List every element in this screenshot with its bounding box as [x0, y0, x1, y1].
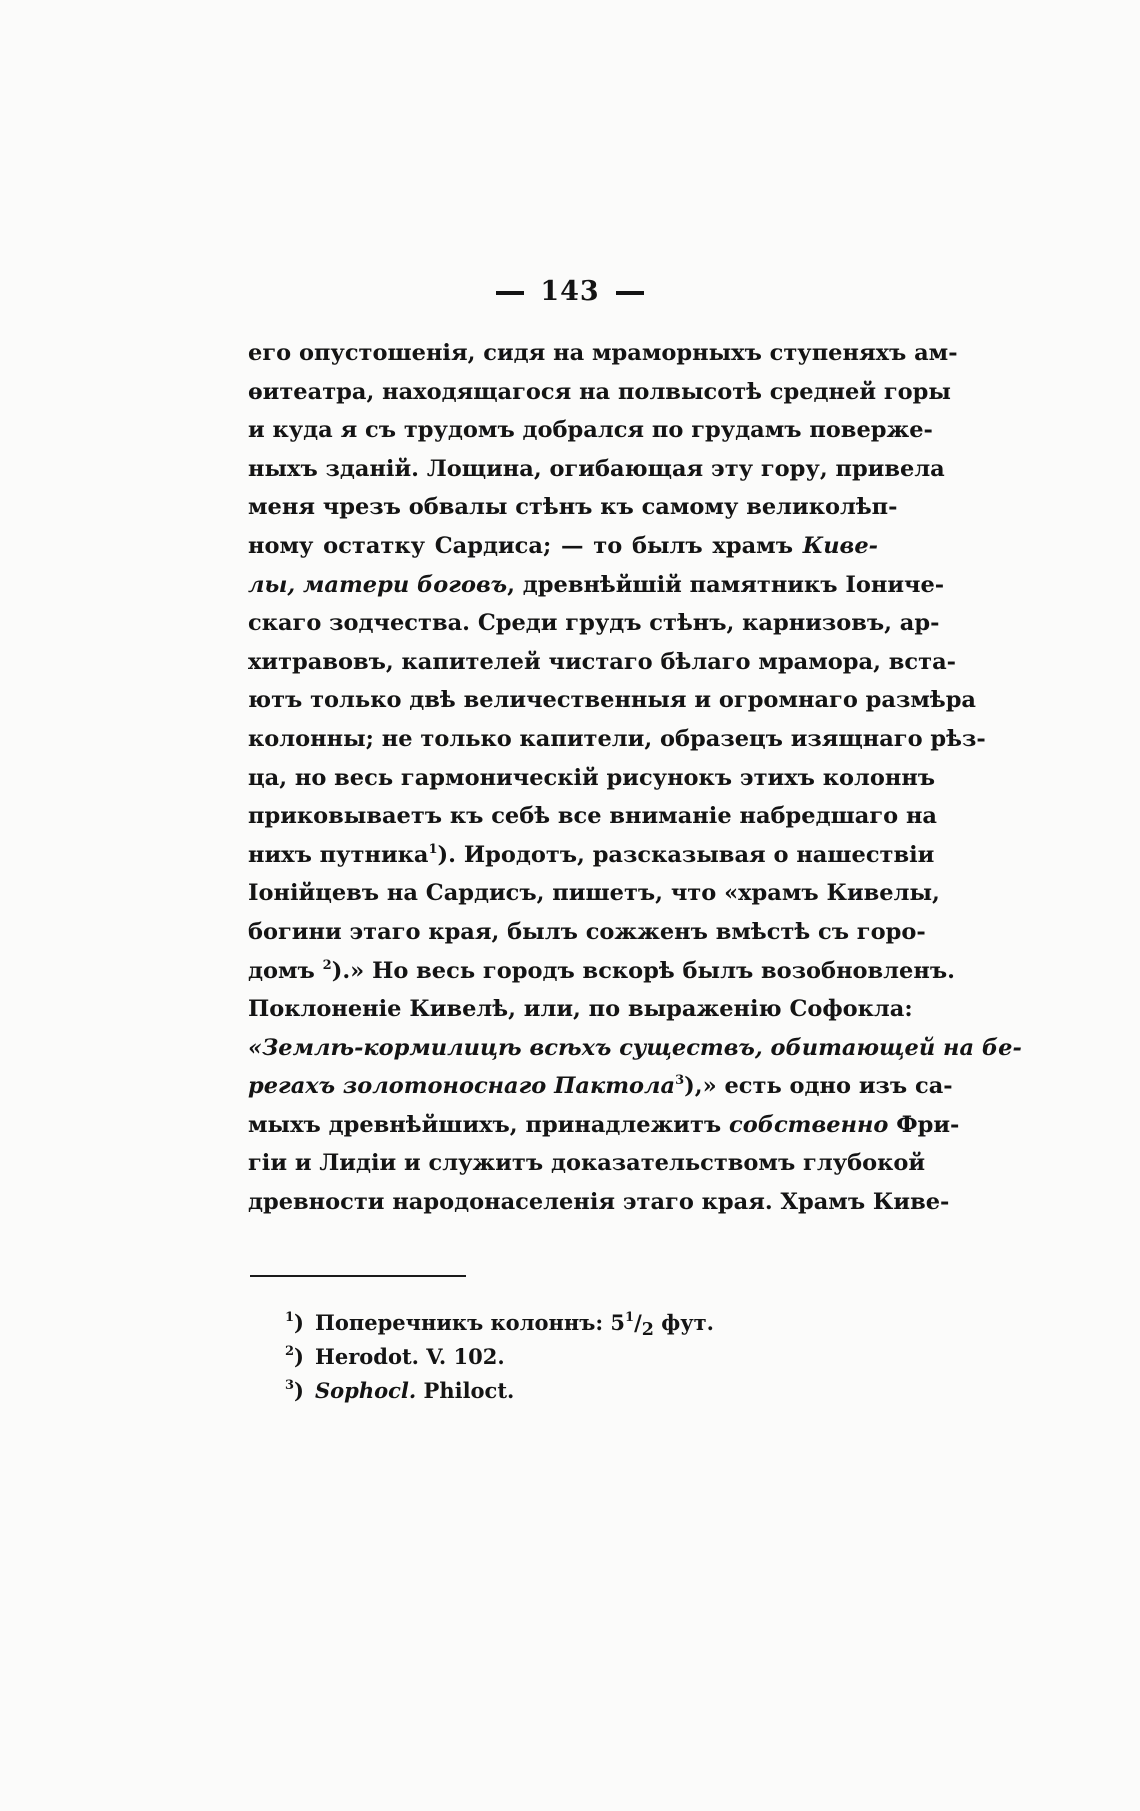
text-run: мыхъ древнѣйшихъ, принадлежитъ: [248, 1111, 730, 1138]
text-run: домъ: [248, 957, 323, 984]
text-run: ). Иродотъ, разсказывая о нашествіи: [437, 841, 935, 868]
italic-run: регахъ золотоноснаго Пактола: [248, 1073, 676, 1100]
text-line: [248, 334, 958, 373]
footnote: [285, 1306, 714, 1340]
text-run: Поклоненіе Кивелѣ, или, по выраженію Софокла:: [248, 996, 913, 1023]
text-run: , древнѣйшій памятникъ Іониче-: [507, 571, 945, 598]
text-line: [248, 450, 945, 489]
text-line: [248, 411, 933, 450]
page-number: 143: [540, 276, 600, 307]
text-line: [248, 990, 913, 1029]
text-line: [248, 874, 940, 913]
italic-run: Киве-: [802, 532, 878, 559]
header-dash-left: [496, 291, 524, 295]
text-line: [248, 1029, 1022, 1068]
text-line: [248, 1183, 950, 1222]
text-run: колонны; не только капители, образецъ изящнаго рѣз-: [248, 725, 986, 752]
body-text: [248, 334, 1022, 1222]
text-run: его опустошенія, сидя на мраморныхъ ступеняхъ ам-: [248, 340, 958, 366]
text-run: Herodot. V. 102.: [315, 1344, 505, 1369]
text-line: [248, 797, 938, 836]
text-line: [248, 566, 945, 605]
text-run: Поперечникъ колоннъ: 5: [315, 1310, 626, 1335]
footnote-mark: $^2$): [285, 1344, 304, 1369]
italic-run: собственно: [729, 1111, 889, 1138]
footnote-reference: 3: [675, 1073, 685, 1089]
footnote: [285, 1340, 714, 1374]
text-line: [248, 836, 935, 875]
footnote-number: 1: [285, 1310, 295, 1325]
text-line: [248, 1106, 960, 1145]
footnote-reference: 1: [625, 1310, 635, 1325]
text-run: фут.: [653, 1310, 714, 1335]
footnote-reference: 2: [322, 957, 332, 973]
footnote-number: 3: [285, 1378, 295, 1393]
subscript-run: 2: [641, 1320, 654, 1341]
text-run: Philoct.: [416, 1378, 515, 1403]
text-run: приковываетъ къ себѣ все вниманіе набредшаго на: [248, 803, 938, 830]
footnote-reference: 1: [428, 841, 438, 857]
text-run: нихъ путника: [248, 841, 429, 868]
text-run: и куда я съ трудомъ добрался по грудамъ поверже-: [248, 417, 933, 444]
italic-run: «Землѣ-кормилицѣ всѣхъ существъ, обитающей на бе-: [248, 1034, 1022, 1061]
footnotes: [285, 1306, 714, 1408]
text-run: меня чрезъ обвалы стѣнъ къ самому великолѣп-: [248, 494, 898, 521]
text-run: древности народонаселенія этаго края. Храмъ Киве-: [248, 1189, 950, 1216]
text-run: богини этаго края, былъ сожженъ вмѣстѣ съ горо-: [248, 918, 926, 945]
text-run: ),» есть одно изъ са-: [684, 1073, 953, 1100]
text-line: [248, 373, 951, 412]
text-line: [248, 604, 940, 643]
text-line: [248, 488, 898, 527]
text-line: [248, 1144, 926, 1183]
text-line: [248, 759, 936, 798]
text-run: /: [634, 1310, 642, 1335]
italic-run: Sophocl.: [315, 1378, 417, 1403]
text-run: ца, но весь гармоническій рисунокъ этихъ колоннъ: [248, 764, 936, 791]
footnote-mark: $^1$): [285, 1310, 304, 1335]
text-line: [248, 527, 878, 566]
text-run: хитравовъ, капителей чистаго бѣлаго мрамора, вста-: [248, 648, 956, 675]
header-dash-right: [616, 291, 644, 295]
italic-run: лы, матери боговъ: [248, 571, 508, 598]
page-header: [0, 276, 1140, 307]
text-run: ныхъ зданій. Лощина, огибающая эту гору, привела: [248, 455, 945, 482]
text-run: скаго зодчества. Среди грудъ стѣнъ, карнизовъ, ар-: [248, 610, 940, 637]
text-line: [248, 720, 986, 759]
text-run: ютъ только двѣ величественныя и огромнаго размѣра: [248, 687, 977, 714]
text-run: ному остатку Сардиса; — то былъ храмъ: [248, 532, 803, 559]
footnote-number: 2: [285, 1344, 295, 1359]
footnote: [285, 1374, 714, 1408]
text-run: Іонійцевъ на Сардисъ, пишетъ, что «храмъ Кивелы,: [248, 880, 940, 907]
footnote-rule: [250, 1275, 466, 1277]
text-line: [248, 681, 977, 720]
text-line: [248, 913, 926, 952]
text-run: ѳитеатра, находящагося на полвысотѣ средней горы: [248, 378, 951, 405]
text-run: ).» Но весь городъ вскорѣ былъ возобновленъ.: [331, 957, 955, 984]
text-line: [248, 952, 955, 991]
text-line: [248, 643, 956, 682]
text-line: [248, 1067, 953, 1106]
text-run: Фри-: [888, 1111, 960, 1138]
footnote-mark: $^3$): [285, 1378, 304, 1403]
text-run: гіи и Лидіи и служитъ доказательствомъ глубокой: [248, 1150, 926, 1177]
